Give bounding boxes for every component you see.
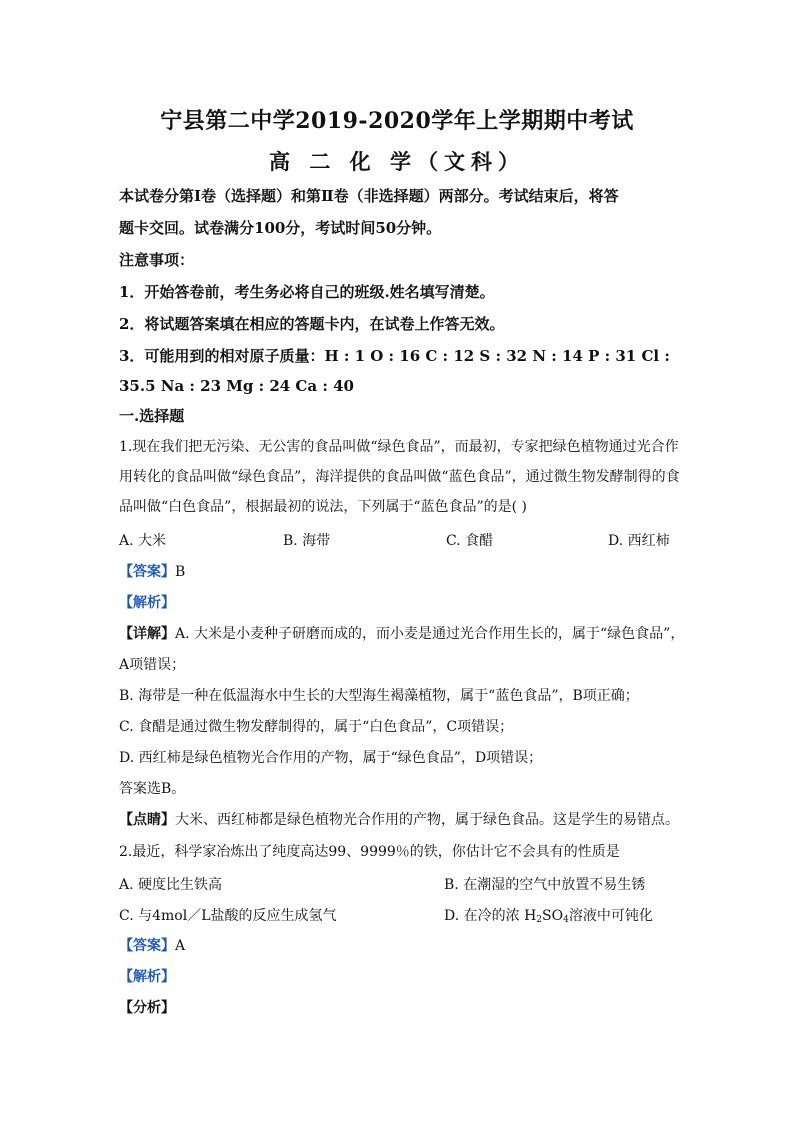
q2-analysis2-tag bbox=[119, 998, 175, 1018]
intro-line-2: 题卡交回。试卷满分100分，考试时间50分钟。 bbox=[119, 219, 442, 237]
q1-detail-line-4: D. 西红柿是绿色植物光合作用的产物，属于“绿色食品”，D项错误； bbox=[119, 750, 543, 766]
q1-stem-line-3: 品叫做“白色食品”，根据最初的说法，下列属于“蓝色食品”的是( ) bbox=[119, 499, 528, 515]
notice-title: 注意事项： bbox=[119, 251, 195, 269]
q1-stem-line-1: 1.现在我们把无污染、无公害的食品叫做“绿色食品”，而最初，专家把绿色植物通过光合作 bbox=[119, 439, 679, 455]
q2-analysis-tag bbox=[119, 967, 175, 987]
q1-comment bbox=[119, 810, 679, 830]
q1-option-c: C. 食醋 bbox=[446, 533, 494, 549]
comment-tag: 【点睛】 bbox=[119, 812, 175, 828]
detail-text: A. 大米是小麦种子研磨而成的，而小麦是通过光合作用生长的，属于“绿色食品”， bbox=[175, 626, 685, 642]
notice-2: 2．将试题答案填在相应的答题卡内，在试卷上作答无效。 bbox=[119, 315, 505, 333]
intro-line-1: 本试卷分第Ⅰ卷（选择题）和第Ⅱ卷（非选择题）两部分。考试结束后，将答 bbox=[119, 187, 619, 205]
notice-1: 1．开始答卷前，考生务必将自己的班级.姓名填写清楚。 bbox=[119, 283, 495, 301]
fenxi-tag: 【分析】 bbox=[119, 1000, 175, 1016]
subscript-4: 4 bbox=[563, 915, 569, 925]
q1-answer bbox=[119, 562, 185, 582]
q2-option-d-formula: SO bbox=[542, 908, 564, 924]
q1-detail-line-3: C. 食醋是通过微生物发酵制得的，属于“白色食品”，C项错误； bbox=[119, 719, 514, 735]
q1-option-d: D. 西红柿 bbox=[608, 533, 670, 549]
q1-conclusion: 答案选B。 bbox=[119, 781, 186, 797]
q1-detail-line-1b: A项错误； bbox=[119, 657, 186, 673]
answer-value: B bbox=[175, 564, 186, 580]
q2-answer bbox=[119, 936, 185, 956]
answer-tag: 【答案】 bbox=[119, 938, 175, 954]
analysis-tag: 【解析】 bbox=[119, 595, 175, 611]
q1-option-b: B. 海带 bbox=[283, 533, 331, 549]
subscript-2: 2 bbox=[536, 915, 543, 925]
q2-stem: 2.最近，科学家冶炼出了纯度高达99、9999％的铁，你估计它不会具有的性质是 bbox=[119, 844, 620, 860]
q1-detail-line-2: B. 海带是一种在低温海水中生长的大型海生褐藻植物，属于“蓝色食品”，B项正确； bbox=[119, 688, 639, 704]
exam-title: 宁县第二中学2019-2020学年上学期期中考试 bbox=[160, 108, 634, 134]
answer-value: A bbox=[175, 938, 186, 954]
detail-tag: 【详解】 bbox=[119, 626, 175, 642]
q2-option-d-suffix: 溶液中可钝化 bbox=[568, 908, 653, 924]
q1-stem-line-2: 用转化的食品叫做“绿色食品”，海洋提供的食品叫做“蓝色食品”，通过微生物发酵制得的食 bbox=[119, 469, 680, 485]
q1-detail-line-1 bbox=[119, 624, 684, 644]
exam-subtitle: 高 二 化 学（文科） bbox=[269, 149, 525, 174]
q2-option-c: C. 与4mol／L盐酸的反应生成氢气 bbox=[119, 908, 337, 924]
q2-option-d-text: D. 在冷的浓 H bbox=[444, 908, 537, 924]
analysis-tag: 【解析】 bbox=[119, 969, 175, 985]
q1-analysis-tag bbox=[119, 593, 175, 613]
answer-tag: 【答案】 bbox=[119, 564, 175, 580]
section-title: 一.选择题 bbox=[119, 407, 185, 425]
q2-option-b: B. 在潮湿的空气中放置不易生锈 bbox=[444, 877, 646, 893]
q2-option-d bbox=[444, 905, 653, 925]
q2-option-a: A. 硬度比生铁高 bbox=[119, 877, 223, 893]
q1-option-a: A. 大米 bbox=[119, 533, 167, 549]
notice-3: 3．可能用到的相对原子质量：H : 1 O : 16 C : 12 S : 32 N : 14 P : 31 Cl : bbox=[119, 347, 670, 365]
comment-text: 大米、西红柿都是绿色植物光合作用的产物，属于绿色食品。这是学生的易错点。 bbox=[175, 812, 679, 828]
notice-3-cont: 35.5 Na : 23 Mg : 24 Ca : 40 bbox=[119, 377, 354, 395]
